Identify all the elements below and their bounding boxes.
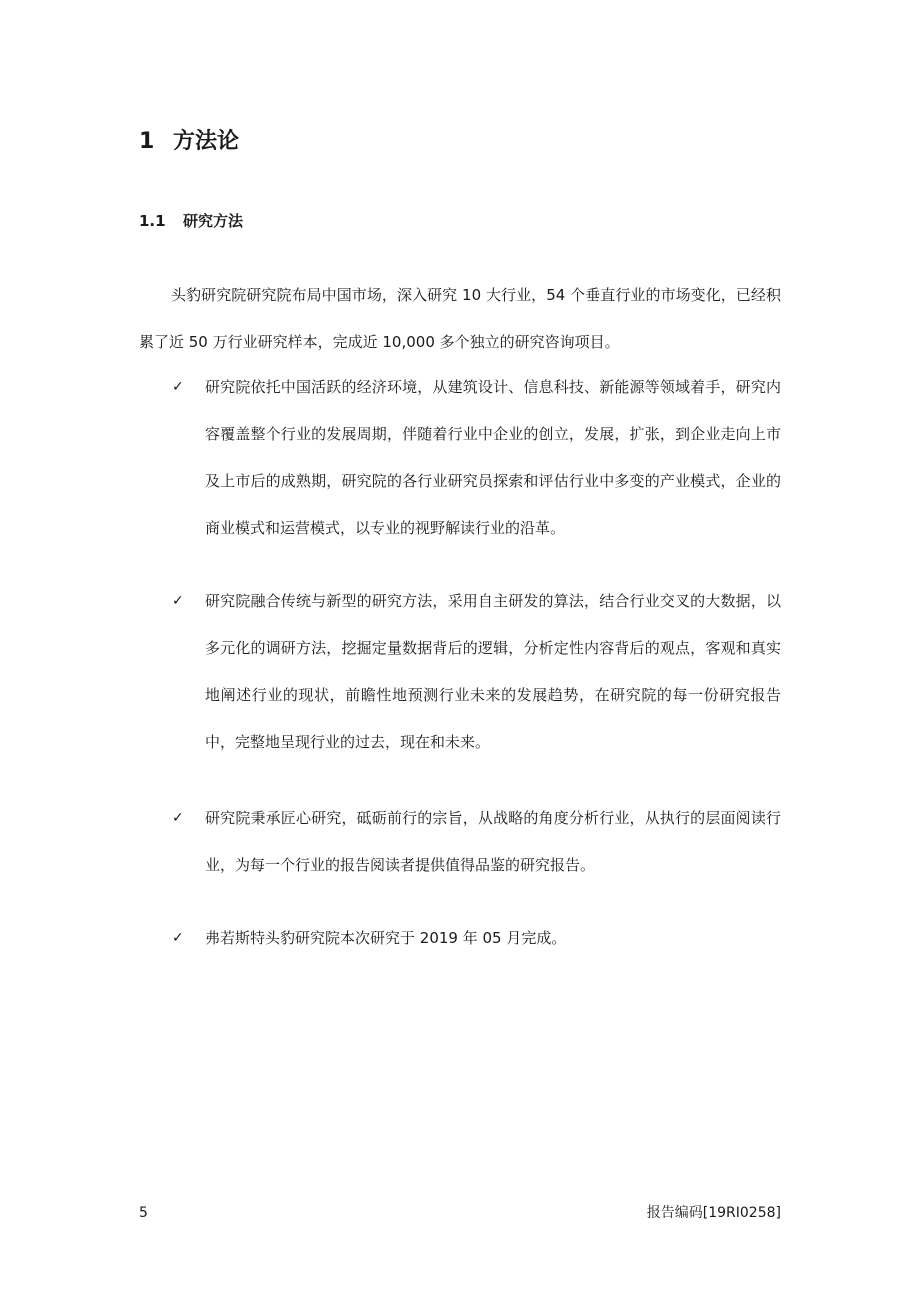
bullet-item <box>172 915 781 962</box>
bullet-text: 研究院依托中国活跃的经济环境，从建筑设计、信息科技、新能源等领域着手，研究内容覆盖整个行业的发展周期，伴随着行业中企业的创立，发展，扩张，到企业走向上市及上市后的成熟期，研究院的各行业研究员探索和评估行业中多变的产业模式，企业的商业模式和运营模式，以专业的视野解读行业的沿革。 <box>205 378 781 537</box>
checkmark-icon: ✓ <box>172 379 184 395</box>
checkmark-icon: ✓ <box>172 810 184 826</box>
subsection-heading <box>139 210 243 232</box>
report-code: 报告编码[19RI0258] <box>646 1205 781 1221</box>
bullet-text: 弗若斯特头豹研究院本次研究于 2019 年 05 月完成。 <box>205 929 567 947</box>
section-heading <box>139 127 239 157</box>
bullet-item <box>172 795 781 889</box>
section-number: 1 <box>139 129 155 154</box>
checkmark-icon: ✓ <box>172 593 184 609</box>
bullet-text: 研究院秉承匠心研究，砥砺前行的宗旨，从战略的角度分析行业，从执行的层面阅读行业，为每一个行业的报告阅读者提供值得品鉴的研究报告。 <box>205 809 781 874</box>
section-title: 方法论 <box>173 129 240 154</box>
intro-paragraph: 头豹研究院研究院布局中国市场，深入研究 10 大行业，54 个垂直行业的市场变化，已经积累了近 50 万行业研究样本，完成近 10,000 多个独立的研究咨询项目。 <box>139 286 781 351</box>
checkmark-icon: ✓ <box>172 930 184 946</box>
subsection-number: 1.1 <box>139 212 166 230</box>
bullet-item <box>172 364 781 552</box>
subsection-title: 研究方法 <box>183 212 244 230</box>
page-number: 5 <box>139 1205 148 1221</box>
bullet-item <box>172 578 781 766</box>
bullet-text: 研究院融合传统与新型的研究方法，采用自主研发的算法，结合行业交叉的大数据，以多元化的调研方法，挖掘定量数据背后的逻辑，分析定性内容背后的观点，客观和真实地阐述行业的现状，前瞻性地预测行业未来的发展趋势，在研究院的每一份研究报告中，完整地呈现行业的过去，现在和未来。 <box>205 592 781 751</box>
